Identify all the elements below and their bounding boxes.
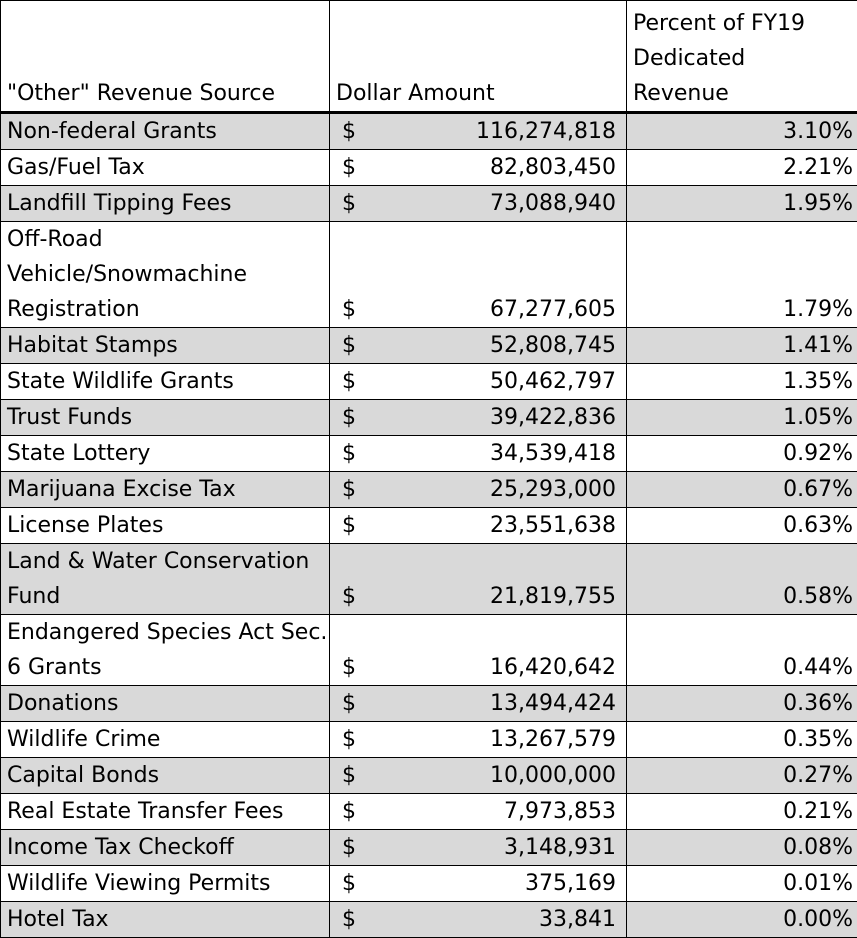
revenue-source-cell: State Wildlife Grants [1, 364, 330, 400]
revenue-source-cell: Real Estate Transfer Fees [1, 794, 330, 830]
currency-symbol: $ [342, 405, 356, 430]
currency-symbol: $ [342, 477, 356, 502]
percent-cell: 0.92% [627, 436, 857, 472]
dollar-amount-cell [330, 113, 627, 150]
dollar-amount-value: 50,462,797 [490, 369, 616, 394]
dollar-amount-cell [330, 902, 627, 938]
revenue-source-cell: Gas/Fuel Tax [1, 150, 330, 186]
percent-cell: 0.44% [627, 615, 857, 686]
currency-symbol: $ [342, 835, 356, 860]
currency-symbol: $ [342, 369, 356, 394]
revenue-source-cell: State Lottery [1, 436, 330, 472]
revenue-source-cell: Marijuana Excise Tax [1, 472, 330, 508]
currency-symbol: $ [342, 907, 356, 932]
table-row [1, 686, 857, 722]
header-amount: Dollar Amount [330, 1, 627, 113]
currency-symbol: $ [342, 727, 356, 752]
percent-cell: 0.21% [627, 794, 857, 830]
currency-symbol: $ [342, 655, 356, 680]
header-row [1, 1, 857, 113]
currency-symbol: $ [342, 871, 356, 896]
currency-symbol: $ [342, 333, 356, 358]
percent-cell: 0.08% [627, 830, 857, 866]
currency-symbol: $ [342, 441, 356, 466]
dollar-amount-value: 39,422,836 [490, 405, 616, 430]
dollar-amount-value: 33,841 [539, 907, 616, 932]
percent-cell: 1.95% [627, 186, 857, 222]
currency-symbol: $ [342, 119, 356, 144]
percent-cell: 1.35% [627, 364, 857, 400]
dollar-amount-value: 10,000,000 [490, 763, 616, 788]
currency-symbol: $ [342, 691, 356, 716]
dollar-amount-value: 16,420,642 [490, 655, 616, 680]
dollar-amount-value: 116,274,818 [476, 119, 616, 144]
dollar-amount-value: 13,494,424 [490, 691, 616, 716]
percent-cell: 0.36% [627, 686, 857, 722]
revenue-source-cell: Capital Bonds [1, 758, 330, 794]
dollar-amount-value: 21,819,755 [490, 584, 616, 609]
header-source: "Other" Revenue Source [1, 1, 330, 113]
percent-cell: 0.67% [627, 472, 857, 508]
percent-cell: 0.01% [627, 866, 857, 902]
table-row [1, 544, 857, 615]
dollar-amount-cell [330, 544, 627, 615]
table-row [1, 113, 857, 150]
table-row [1, 794, 857, 830]
dollar-amount-cell [330, 436, 627, 472]
dollar-amount-value: 23,551,638 [490, 513, 616, 538]
currency-symbol: $ [342, 191, 356, 216]
table-row [1, 328, 857, 364]
dollar-amount-cell [330, 686, 627, 722]
percent-cell: 3.10% [627, 113, 857, 150]
dollar-amount-cell [330, 186, 627, 222]
currency-symbol: $ [342, 799, 356, 824]
table-row [1, 222, 857, 328]
revenue-source-cell: Donations [1, 686, 330, 722]
table-row [1, 758, 857, 794]
table-row [1, 830, 857, 866]
header-percent-label: Percent of FY19 Dedicated Revenue [633, 11, 806, 106]
dollar-amount-value: 52,808,745 [490, 333, 616, 358]
currency-symbol: $ [342, 297, 356, 322]
revenue-source-cell: License Plates [1, 508, 330, 544]
header-percent [627, 1, 857, 113]
dollar-amount-value: 7,973,853 [504, 799, 616, 824]
revenue-source-cell: Wildlife Viewing Permits [1, 866, 330, 902]
revenue-source-cell: Off-Road Vehicle/Snowmachine Registration [1, 222, 330, 328]
dollar-amount-value: 3,148,931 [504, 835, 616, 860]
dollar-amount-cell [330, 866, 627, 902]
dollar-amount-cell [330, 364, 627, 400]
currency-symbol: $ [342, 513, 356, 538]
table-row [1, 866, 857, 902]
dollar-amount-cell [330, 508, 627, 544]
dollar-amount-value: 34,539,418 [490, 441, 616, 466]
dollar-amount-value: 73,088,940 [490, 191, 616, 216]
percent-cell: 0.00% [627, 902, 857, 938]
dollar-amount-cell [330, 400, 627, 436]
table-row [1, 615, 857, 686]
dollar-amount-cell [330, 150, 627, 186]
table-row [1, 364, 857, 400]
table-body [1, 113, 857, 938]
percent-cell: 1.79% [627, 222, 857, 328]
revenue-source-cell: Endangered Species Act Sec. 6 Grants [1, 615, 330, 686]
table-row [1, 400, 857, 436]
currency-symbol: $ [342, 155, 356, 180]
revenue-source-cell: Land & Water Conservation Fund [1, 544, 330, 615]
dollar-amount-cell [330, 222, 627, 328]
revenue-source-cell: Income Tax Checkoff [1, 830, 330, 866]
dollar-amount-cell [330, 615, 627, 686]
revenue-source-cell: Habitat Stamps [1, 328, 330, 364]
percent-cell: 1.41% [627, 328, 857, 364]
percent-cell: 1.05% [627, 400, 857, 436]
revenue-source-cell: Non-federal Grants [1, 113, 330, 150]
revenue-source-cell: Hotel Tax [1, 902, 330, 938]
percent-cell: 0.27% [627, 758, 857, 794]
table-row [1, 436, 857, 472]
dollar-amount-cell [330, 472, 627, 508]
table-row [1, 902, 857, 938]
dollar-amount-value: 25,293,000 [490, 477, 616, 502]
dollar-amount-value: 82,803,450 [490, 155, 616, 180]
table-row [1, 186, 857, 222]
currency-symbol: $ [342, 584, 356, 609]
dollar-amount-value: 375,169 [525, 871, 616, 896]
percent-cell: 0.35% [627, 722, 857, 758]
currency-symbol: $ [342, 763, 356, 788]
table-row [1, 472, 857, 508]
table-row [1, 150, 857, 186]
revenue-source-cell: Trust Funds [1, 400, 330, 436]
dollar-amount-value: 67,277,605 [490, 297, 616, 322]
dollar-amount-cell [330, 794, 627, 830]
dollar-amount-cell [330, 722, 627, 758]
percent-cell: 0.63% [627, 508, 857, 544]
percent-cell: 2.21% [627, 150, 857, 186]
revenue-source-cell: Landfill Tipping Fees [1, 186, 330, 222]
table-row [1, 722, 857, 758]
dollar-amount-value: 13,267,579 [490, 727, 616, 752]
revenue-source-cell: Wildlife Crime [1, 722, 330, 758]
dollar-amount-cell [330, 328, 627, 364]
percent-cell: 0.58% [627, 544, 857, 615]
dollar-amount-cell [330, 830, 627, 866]
dollar-amount-cell [330, 758, 627, 794]
table-row [1, 508, 857, 544]
